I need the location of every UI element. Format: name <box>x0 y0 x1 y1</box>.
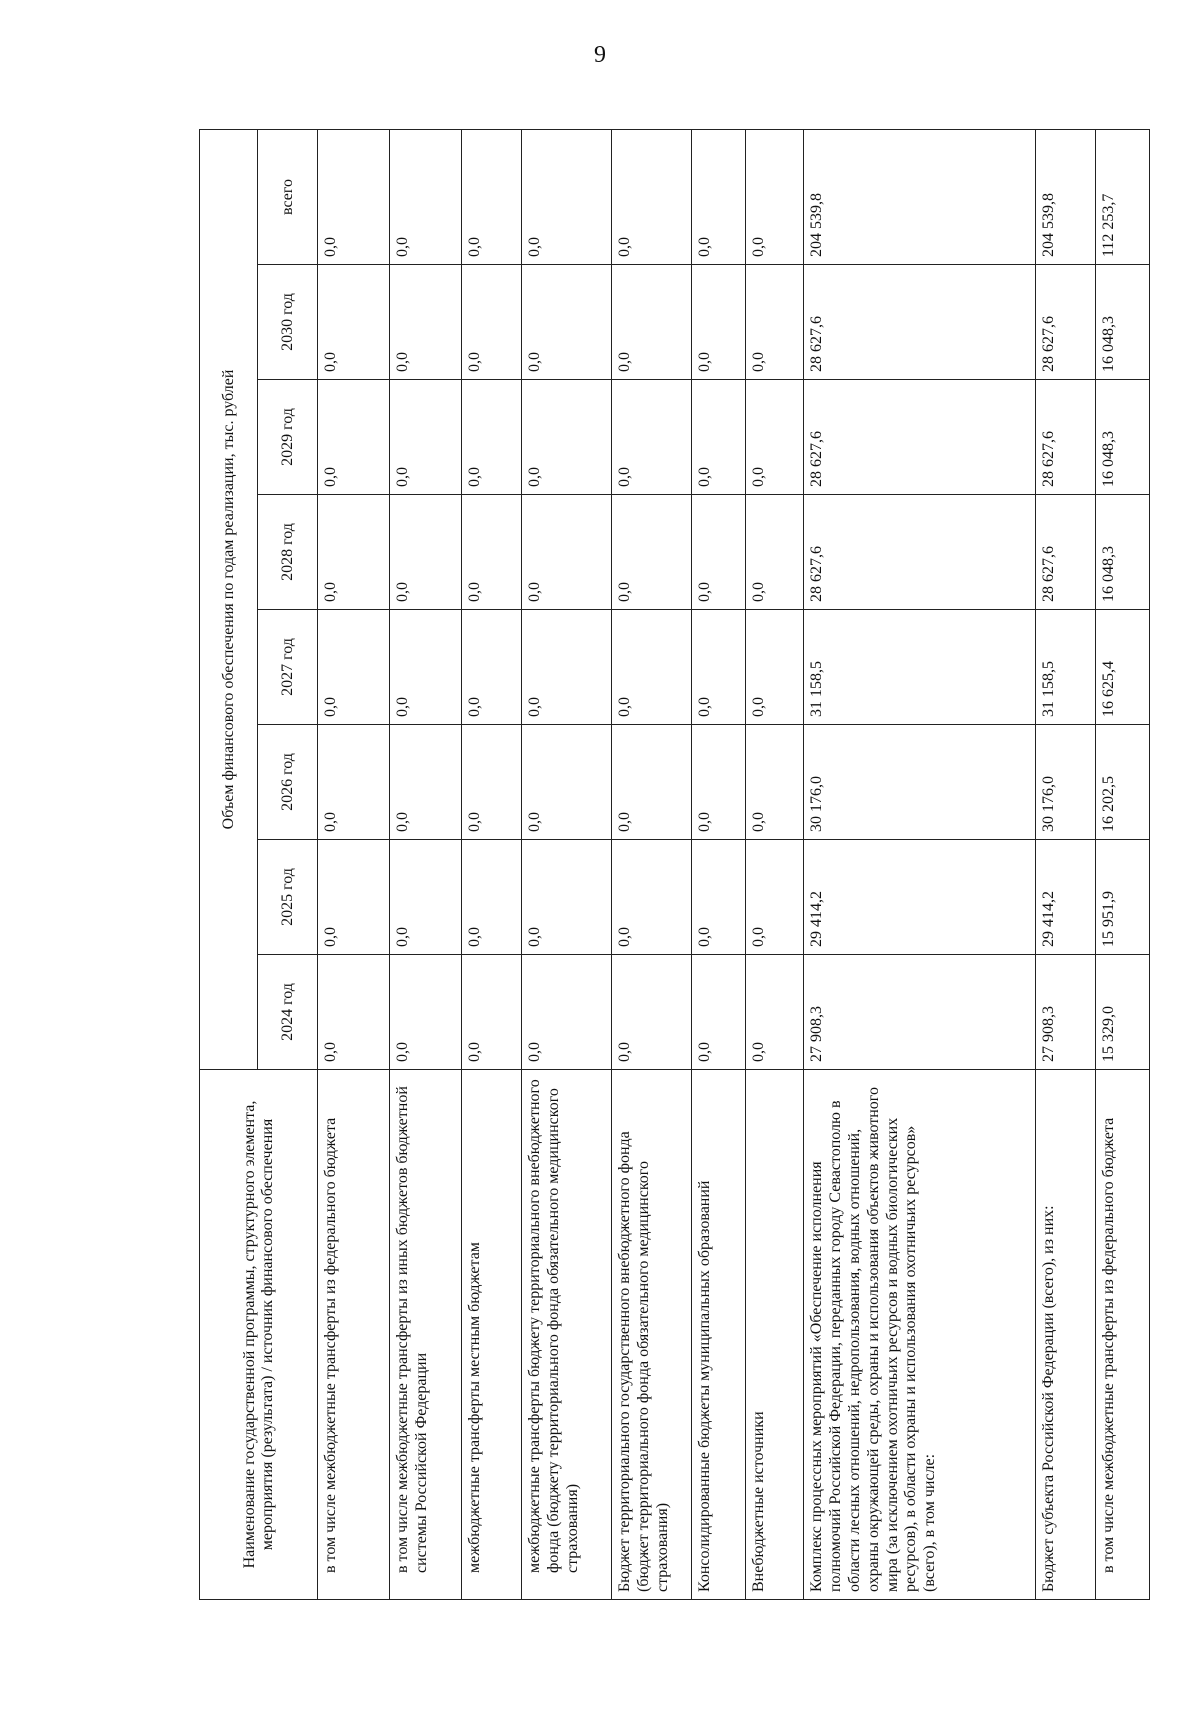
row-value: 0,0 <box>318 129 390 264</box>
row-value: 28 627,6 <box>1036 380 1096 495</box>
row-value: 0,0 <box>522 495 612 610</box>
row-value: 0,0 <box>522 840 612 955</box>
row-value: 0,0 <box>612 495 692 610</box>
row-value: 0,0 <box>390 129 462 264</box>
row-value: 0,0 <box>318 610 390 725</box>
row-value: 0,0 <box>390 955 462 1070</box>
row-value: 0,0 <box>462 380 522 495</box>
table-row <box>1036 129 1096 1599</box>
row-value: 0,0 <box>746 495 804 610</box>
row-value: 0,0 <box>318 955 390 1070</box>
row-value: 0,0 <box>462 725 522 840</box>
row-value: 0,0 <box>746 129 804 264</box>
row-name: Бюджет субъекта Российской Федерации (всего), из них: <box>1036 1070 1096 1600</box>
row-value: 0,0 <box>692 495 746 610</box>
row-value: 0,0 <box>692 265 746 380</box>
financing-table <box>199 129 1150 1600</box>
row-value: 0,0 <box>318 725 390 840</box>
row-value: 0,0 <box>462 495 522 610</box>
row-name: межбюджетные трансферты местным бюджетам <box>462 1070 522 1600</box>
page-number: 9 <box>594 42 606 68</box>
row-value: 0,0 <box>746 840 804 955</box>
header-volume: Объем финансового обеспечения по годам реализации, тыс. рублей <box>200 129 258 1069</box>
row-name: Внебюджетные источники <box>746 1070 804 1600</box>
row-value: 28 627,6 <box>804 265 1036 380</box>
row-value: 31 158,5 <box>804 610 1036 725</box>
header-year: 2029 год <box>258 380 318 495</box>
table-row <box>522 129 612 1599</box>
row-value: 0,0 <box>692 610 746 725</box>
header-year: 2024 год <box>258 955 318 1070</box>
row-value: 0,0 <box>522 380 612 495</box>
row-name: в том числе межбюджетные трансферты из федерального бюджета <box>318 1070 390 1600</box>
row-value: 16 048,3 <box>1096 265 1150 380</box>
row-value: 0,0 <box>692 129 746 264</box>
row-value: 0,0 <box>612 725 692 840</box>
row-name: в том числе межбюджетные трансферты из иных бюджетов бюджетной системы Российской Федерации <box>390 1070 462 1600</box>
table-row <box>692 129 746 1599</box>
row-value: 16 625,4 <box>1096 610 1150 725</box>
row-value: 0,0 <box>462 610 522 725</box>
table-row <box>318 129 390 1599</box>
row-value: 0,0 <box>390 380 462 495</box>
row-value: 31 158,5 <box>1036 610 1096 725</box>
row-value: 30 176,0 <box>804 725 1036 840</box>
row-value: 29 414,2 <box>1036 840 1096 955</box>
row-name: Бюджет территориального государственного внебюджетного фонда (бюджет территориального фонда обязательного медицинского страхования) <box>612 1070 692 1600</box>
row-value: 0,0 <box>318 265 390 380</box>
row-value: 0,0 <box>612 610 692 725</box>
row-value: 16 202,5 <box>1096 725 1150 840</box>
row-value: 0,0 <box>746 610 804 725</box>
row-value: 0,0 <box>390 495 462 610</box>
header-name: Наименование государственной программы, структурного элемента, мероприятия (результата) / источник финансового обеспечения <box>200 1070 318 1600</box>
table-row <box>462 129 522 1599</box>
row-value: 0,0 <box>692 840 746 955</box>
row-value: 28 627,6 <box>804 380 1036 495</box>
row-value: 28 627,6 <box>1036 265 1096 380</box>
row-name: в том числе межбюджетные трансферты из федерального бюджета <box>1096 1070 1150 1600</box>
row-value: 0,0 <box>612 129 692 264</box>
header-year: 2026 год <box>258 725 318 840</box>
header-year: 2030 год <box>258 265 318 380</box>
row-value: 27 908,3 <box>1036 955 1096 1070</box>
row-value: 0,0 <box>746 380 804 495</box>
row-value: 0,0 <box>462 129 522 264</box>
row-value: 16 048,3 <box>1096 495 1150 610</box>
table-row <box>390 129 462 1599</box>
row-value: 204 539,8 <box>804 129 1036 264</box>
row-value: 0,0 <box>390 725 462 840</box>
row-value: 0,0 <box>692 725 746 840</box>
rotated-table-inner <box>199 130 1119 1600</box>
row-value: 0,0 <box>612 380 692 495</box>
row-value: 0,0 <box>318 495 390 610</box>
table-row <box>746 129 804 1599</box>
row-value: 0,0 <box>318 840 390 955</box>
header-year: 2025 год <box>258 840 318 955</box>
row-value: 0,0 <box>390 840 462 955</box>
row-value: 0,0 <box>462 955 522 1070</box>
table-row <box>612 129 692 1599</box>
row-value: 0,0 <box>462 840 522 955</box>
row-value: 204 539,8 <box>1036 129 1096 264</box>
rotated-table-container <box>199 130 1119 1600</box>
row-value: 27 908,3 <box>804 955 1036 1070</box>
row-name: межбюджетные трансферты бюджету территориального внебюджетного фонда (бюджету территориального фонда обязательного медицинского страхования) <box>522 1070 612 1600</box>
row-value: 0,0 <box>522 955 612 1070</box>
row-value: 0,0 <box>692 955 746 1070</box>
row-value: 15 951,9 <box>1096 840 1150 955</box>
row-value: 28 627,6 <box>804 495 1036 610</box>
row-name: Консолидированные бюджеты муниципальных образований <box>692 1070 746 1600</box>
row-value: 16 048,3 <box>1096 380 1150 495</box>
row-value: 30 176,0 <box>1036 725 1096 840</box>
row-value: 0,0 <box>746 265 804 380</box>
row-name: Комплекс процессных мероприятий «Обеспечение исполнения полномочий Российской Федерации, переданных городу Севастополю в области лесных отношений, недропользования, водных отношений, охраны окружающей среды, охраны и использования объектов животного мира (за исключением охотничьих ресурсов и водных биологических ресурсов), в области охраны и использования охотничьих ресурсов» (всего), в том числе: <box>804 1070 1036 1600</box>
row-value: 0,0 <box>746 725 804 840</box>
row-value: 0,0 <box>522 610 612 725</box>
row-value: 0,0 <box>522 265 612 380</box>
row-value: 0,0 <box>318 380 390 495</box>
row-value: 0,0 <box>390 610 462 725</box>
row-value: 0,0 <box>522 129 612 264</box>
table-row <box>804 129 1036 1599</box>
header-year: 2028 год <box>258 495 318 610</box>
table-row <box>1096 129 1150 1599</box>
row-value: 0,0 <box>612 265 692 380</box>
row-value: 28 627,6 <box>1036 495 1096 610</box>
row-value: 0,0 <box>390 265 462 380</box>
row-value: 0,0 <box>612 955 692 1070</box>
row-value: 0,0 <box>612 840 692 955</box>
row-value: 15 329,0 <box>1096 955 1150 1070</box>
header-year: 2027 год <box>258 610 318 725</box>
row-value: 0,0 <box>522 725 612 840</box>
row-value: 29 414,2 <box>804 840 1036 955</box>
row-value: 0,0 <box>746 955 804 1070</box>
header-year: всего <box>258 129 318 264</box>
row-value: 0,0 <box>462 265 522 380</box>
row-value: 112 253,7 <box>1096 129 1150 264</box>
row-value: 0,0 <box>692 380 746 495</box>
